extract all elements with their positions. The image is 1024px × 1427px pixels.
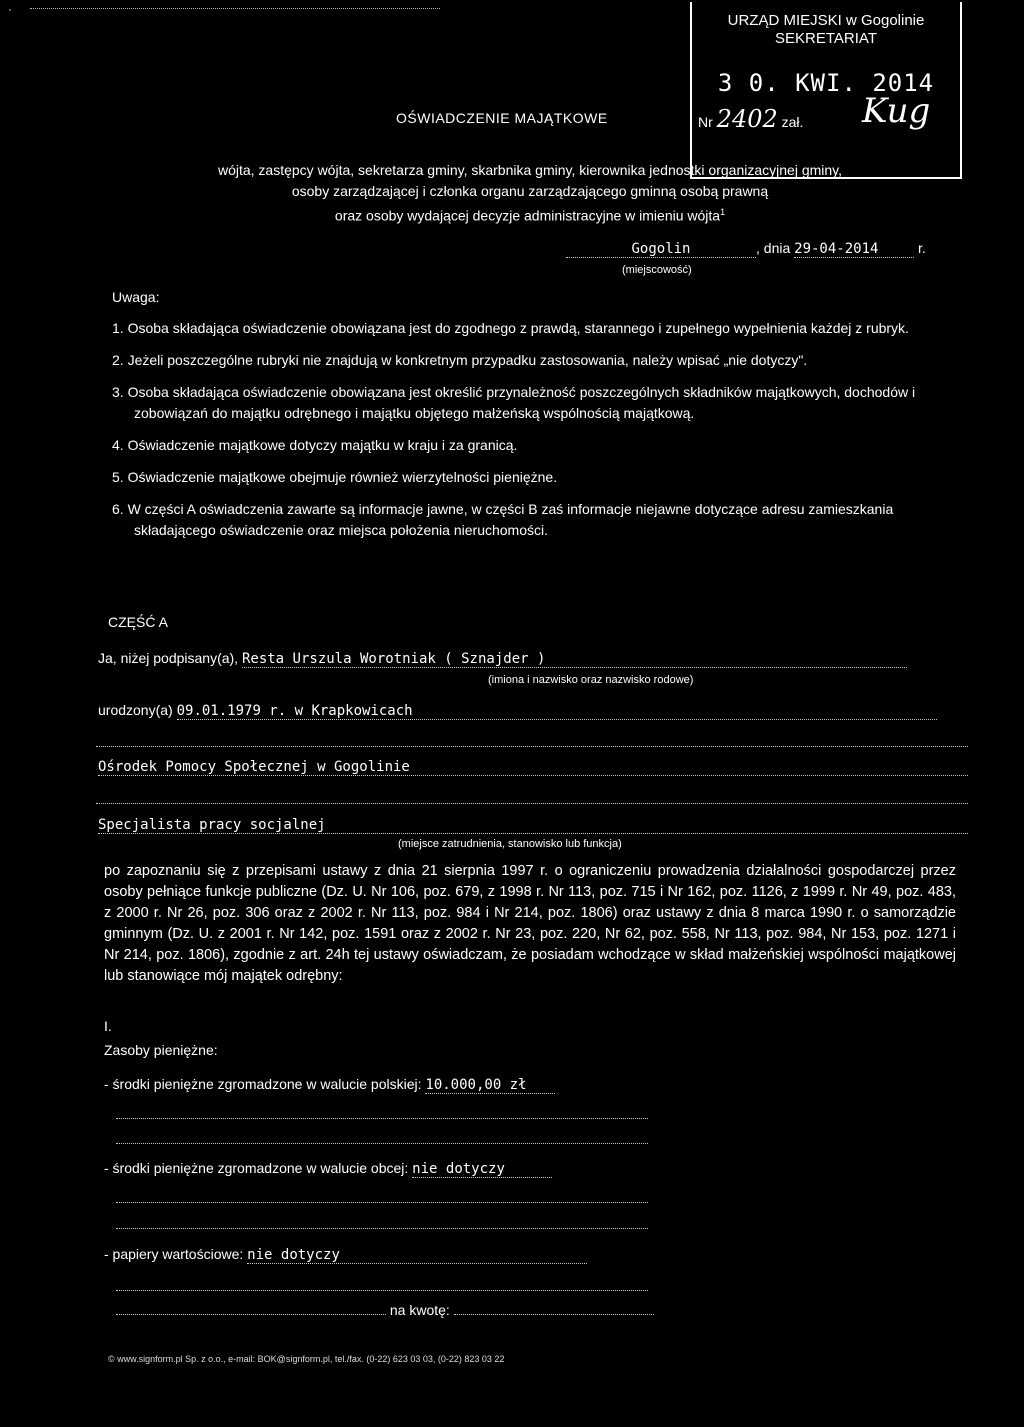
form-footer: © www.signform.pl Sp. z o.o., e-mail: BOK@signform.pl, tel./fax. (0-22) 623 03 03, (0-22) 823 03 22 [108,1354,505,1364]
place-date-row [566,240,926,258]
foreign-funds-row [104,1160,552,1178]
born-row [98,702,937,720]
amount-prefix-blank [116,1314,386,1315]
note-item: 1. Osoba składająca oświadczenie obowiązana jest do zgodnego z prawdą, starannego i zupełnego wypełnienia każdej z rubryk. [112,320,909,336]
born-label: urodzony(a) [98,702,173,718]
securities-label: - papiery wartościowe: [104,1246,244,1262]
scan-corner-mark: · [8,2,12,16]
stamp-number [698,105,804,133]
born-value: 09.01.1979 r. w Krapkowicach [177,703,937,720]
employer-row [98,758,968,776]
signed-row [98,650,907,668]
blank-dotted-line [116,1143,648,1144]
stamp-signature: Kug [862,91,931,131]
place-caption: (miejscowość) [622,264,692,276]
amount-label: na kwotę: [389,1302,450,1318]
pln-funds-value: 10.000,00 zł [425,1077,555,1094]
blank-dotted-line [96,803,968,804]
pln-funds-row [104,1076,555,1094]
note-item: 2. Jeżeli poszczególne rubryki nie znajdują w konkretnym przypadku zastosowania, należy wpisać „nie dotyczy". [112,352,808,368]
stamp-department: SEKRETARIAT [775,30,877,47]
date-suffix: r. [918,240,926,256]
position-caption: (miejsce zatrudnienia, stanowisko lub funkcja) [398,838,622,850]
blank-dotted-line [116,1202,648,1203]
name-caption: (imiona i nazwisko oraz nazwisko rodowe) [488,674,694,686]
place-value: Gogolin [566,241,756,258]
pln-funds-label: - środki pieniężne zgromadzone w walucie polskiej: [104,1076,422,1092]
subtitle-line-3 [80,202,980,227]
document-title: OŚWIADCZENIE MAJĄTKOWE [396,110,608,126]
statement-paragraph: po zapoznaniu się z przepisami ustawy z dnia 21 sierpnia 1997 r. o ograniczeniu prowadzenia działalności gospodarczej przez osoby pełniące funkcje publiczne (Dz. U. Nr 106, poz. 679, z 1998 r. Nr 113, poz. 715 i Nr 162, poz. 1126, z 1999 r. Nr 49, poz. 483, z 2000 r. Nr 26, poz. 306 oraz z 2002 r. Nr 113, poz. 984 i Nr 214, poz. 1806) oraz ustawy z dnia 8 marca 1990 r. o samorządzie gminnym (Dz. U. z 2001 r. Nr 142, poz. 1591 oraz z 2002 r. Nr 23, poz. 220, Nr 62, poz. 558, Nr 113, poz. 984, Nr 153, poz. 1271 i Nr 214, poz. 1806), zgodnie z art. 24h tej ustawy oświadczam, że posiadam wchodzące w skład małżeńskiej wspólności majątkowej lub stanowiące mój majątek odrębny: [104,863,956,984]
document-subtitle [80,160,980,227]
date-value: 29-04-2014 [794,241,914,258]
subtitle-line-1: wójta, zastępcy wójta, sekretarza gminy, skarbnika gminy, kierownika jednostki organizacyjnej gminy, [217,162,843,178]
position-value: Specjalista pracy socjalnej [98,817,968,834]
blank-dotted-line [96,746,968,747]
foreign-funds-value: nie dotyczy [412,1161,552,1178]
securities-row [104,1246,587,1264]
notes-list [112,318,942,552]
stamp-number-value: 2402 [716,105,778,133]
registry-stamp [690,2,962,179]
signed-label: Ja, niżej podpisany(a), [98,650,239,666]
section-1-heading: Zasoby pieniężne: [104,1042,218,1058]
subtitle-line-2: osoby zarządzającej i członka organu zarządzającego gminną osobą prawną [291,183,769,199]
note-item: 4. Oświadczenie majątkowe dotyczy majątku w kraju i za granicą. [112,437,518,453]
date-prefix: , dnia [756,240,791,256]
stamp-attachment-label: zał. [781,114,804,130]
top-dotted-rule [30,8,440,9]
blank-dotted-line [116,1290,648,1291]
note-item: 6. W części A oświadczenia zawarte są informacje jawne, w części B zaś informacje niejawne dotyczące adresu zamieszkania składającego oświadczenie oraz miejsca położenia nieruchomości. [112,501,894,538]
footnote-marker: 1 [720,207,726,217]
stamp-date: 3 0. KWI. 2014 [717,69,935,97]
amount-blank [454,1314,654,1315]
securities-value: nie dotyczy [247,1247,587,1264]
subtitle-line-3-text: oraz osoby wydającej decyzje administracyjne w imieniu wójta [334,207,721,224]
notes-heading: Uwaga: [112,289,160,305]
stamp-office: URZĄD MIEJSKI w Gogolinie [727,12,925,29]
amount-row [116,1302,654,1318]
blank-dotted-line [116,1228,648,1229]
stamp-number-prefix: Nr [698,114,713,130]
position-row [98,816,968,834]
note-item: 5. Oświadczenie majątkowe obejmuje również wierzytelności pieniężne. [112,469,558,485]
foreign-funds-label: - środki pieniężne zgromadzone w walucie obcej: [104,1160,409,1176]
part-a-heading: CZĘŚĆ A [108,614,168,630]
section-1-number: I. [104,1018,112,1034]
blank-dotted-line [116,1118,648,1119]
signed-value: Resta Urszula Worotniak ( Sznajder ) [242,651,907,668]
employer-value: Ośrodek Pomocy Społecznej w Gogolinie [98,759,968,776]
note-item: 3. Osoba składająca oświadczenie obowiązana jest określić przynależność poszczególnych składników majątkowych, dochodów i zobowiązań do majątku odrębnego i majątku objętego małżeńską wspólnością majątkową. [112,384,916,421]
